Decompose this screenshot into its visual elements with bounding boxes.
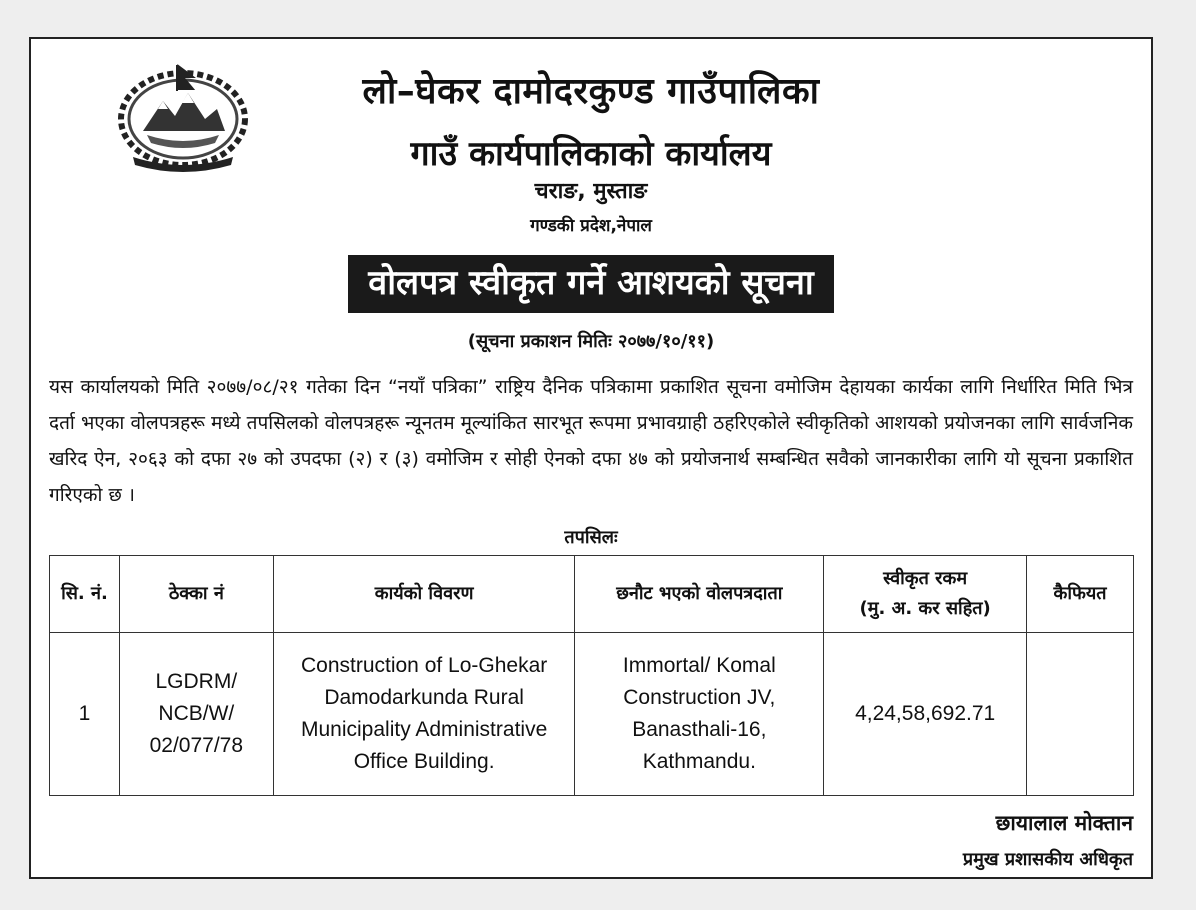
office-name: गाउँ कार्यपालिकाको कार्यालय <box>410 134 772 174</box>
cell-contract-no: LGDRM/ NCB/W/ 02/077/78 <box>119 633 273 796</box>
signatory-designation: प्रमुख प्रशासकीय अधिकृत <box>962 849 1133 870</box>
header-remarks: कैफियत <box>1027 556 1134 633</box>
notice-body: यस कार्यालयको मिति २०७७/०८/२१ गतेका दिन “नयाँ पत्रिका” राष्ट्रिय दैनिक पत्रिकामा प्रकाशित सूचना वमोजिम देहायका कार्यका लागि निर्धारित मिति भित्र दर्ता भएका वोलपत्रहरू मध्ये तपसिलको वोलपत्रहरू न्यूनतम मूल्यांकित सारभूत रूपमा प्रभावग्राही ठहरिएकोले स्वीकृतिको आशयको प्रयोजनका लागि सार्वजनिक खरिद ऐन, २०६३ को दफा २७ को उपदफा (२) र (३) वमोजिम र सोही ऐनको दफा ४७ को प्रयोजनार्थ सम्बन्धित सवैको जानकारीका लागि यो सूचना प्रकाशित गरिएको छ । <box>49 376 1133 506</box>
signatory-name: छायालाल मोक्तान <box>995 811 1133 835</box>
municipality-name: लो–घेकर दामोदरकुण्ड गाउँपालिका <box>362 71 820 112</box>
table-header-row <box>50 556 1134 633</box>
notice-page <box>29 37 1153 879</box>
publication-date: (सूचना प्रकाशन मितिः २०७७/१०/११) <box>467 331 715 352</box>
cell-work-description: Construction of Lo-Ghekar Damodarkunda Rural Municipality Administrative Office Building. <box>273 633 575 796</box>
table-row <box>50 633 1134 796</box>
schedule-label: तपसिलः <box>564 527 618 548</box>
cell-selected-bidder: Immortal/ Komal Construction JV, Banasthali-16, Kathmandu. <box>575 633 824 796</box>
header-work-description: कार्यको विवरण <box>273 556 575 633</box>
cell-approved-amount: 4,24,58,692.71 <box>824 633 1027 796</box>
cell-sn: 1 <box>50 633 120 796</box>
header-contract-no: ठेक्का नं <box>119 556 273 633</box>
office-location: चराङ, मुस्ताङ <box>534 179 648 204</box>
header-approved-amount <box>824 556 1027 633</box>
header-amount-line2: (मु. अ. कर सहित) <box>859 598 991 619</box>
header-sn: सि. नं. <box>50 556 120 633</box>
header-selected-bidder: छनौट भएको वोलपत्रदाता <box>575 556 824 633</box>
tender-table <box>49 555 1134 796</box>
notice-title: वोलपत्र स्वीकृत गर्ने आशयको सूचना <box>348 255 833 313</box>
province-name: गण्डकी प्रदेश,नेपाल <box>530 216 652 236</box>
header-amount-line1: स्वीकृत रकम <box>883 568 968 589</box>
cell-remarks <box>1027 633 1134 796</box>
